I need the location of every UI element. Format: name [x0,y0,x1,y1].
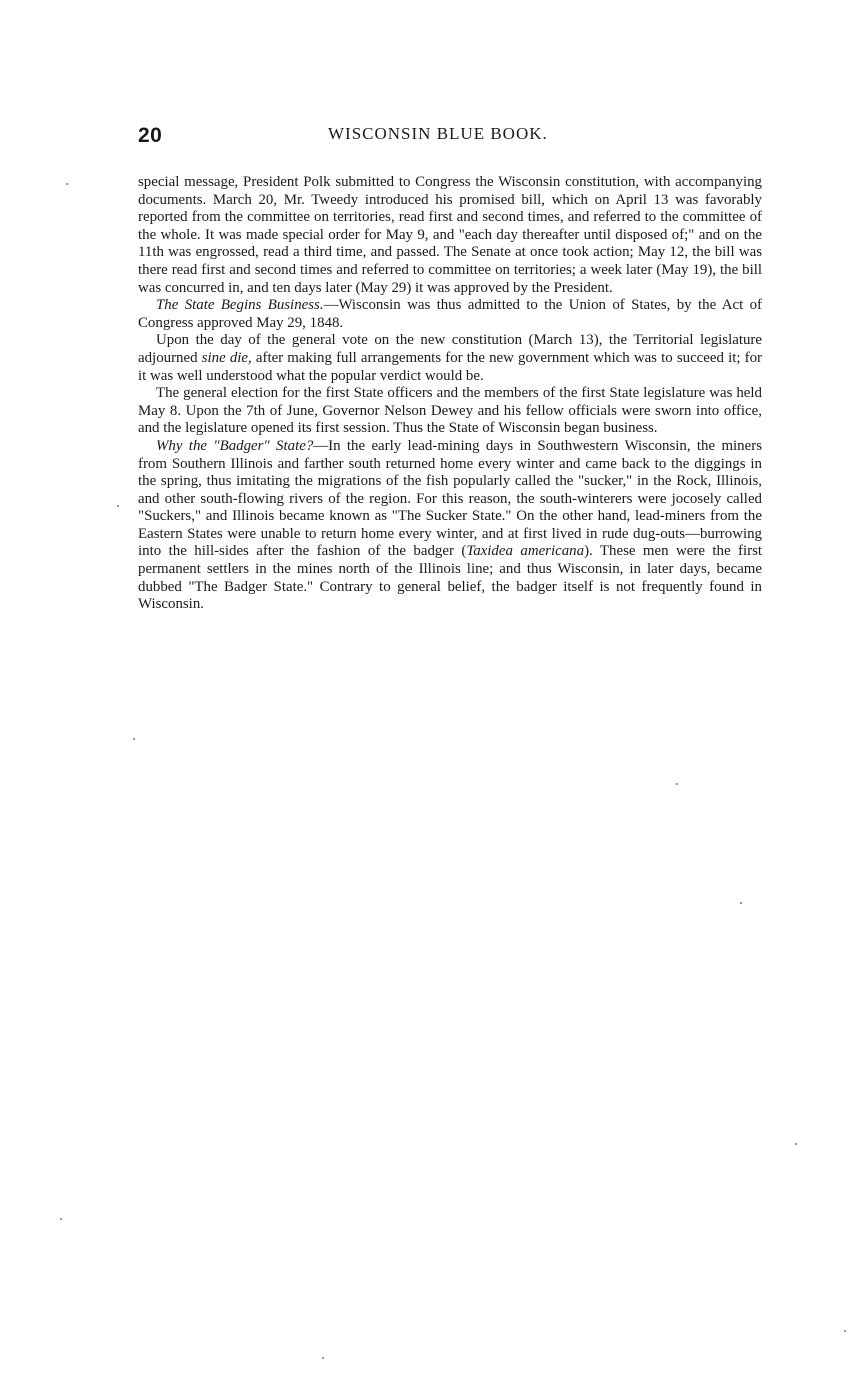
paragraph-legislature-adjourned [138,332,762,385]
scan-speck [60,1218,62,1220]
paragraph-text: —Wisconsin was thus admitted to the Union of States, by the Act of Congress approved May 29, 1848. [138,297,762,331]
paragraph-state-begins-business [138,297,762,332]
scan-speck [844,1330,846,1332]
paragraph-badger-state [138,438,762,614]
paragraph-text: Upon the day of the general vote on the new constitution (March 13), the Territorial legislature adjourned [138,332,762,366]
paragraph-text: —In the early lead-mining days in Southwestern Wisconsin, the miners from Southern Illinois and farther south returned home every winter and came back to the diggings in the spring, thus imitating the migrations of the fish popularly called the "sucker," in the Rock, Illinois, and other south-flowing rivers of the region. For this reason, the south-winterers were jocosely called "Suckers," and Illinois became known as "The Sucker State." On the other hand, lead-miners from the Eastern States were unable to return home every winter, and at first lived in rude dug-outs—burrowing into the hill-sides after the fashion of the badger ( [138,437,762,560]
scan-speck [740,902,742,904]
paragraph-heading: Why the "Badger" State? [156,437,314,454]
scan-speck [66,183,68,185]
paragraph-text: ). These men were the first permanent settlers in the mines north of the Illinois line; and thus Wisconsin, in later days, became dubbed "The Badger State." Contrary to general belief, the badger itself is not frequently found in Wisconsin. [138,543,763,613]
paragraph-general-election [138,385,762,438]
scan-speck [133,738,135,740]
scan-speck [676,783,678,785]
scan-speck [322,1357,324,1359]
paragraph-text: The general election for the first State officers and the members of the first State legislature was held May 8. Upon the 7th of June, Governor Nelson Dewey and his fellow officials were sworn into office, and the legislature opened its first session. Thus the State of Wisconsin began business. [138,385,762,437]
scan-speck [117,505,119,507]
paragraph-text: special message, President Polk submitted to Congress the Wisconsin constitution, with accompanying documents. March 20, Mr. Tweedy introduced his promised bill, which on April 13 was favorably reported from the committee on territories, read first and second times, and referred to the committee of the whole. It was made special order for May 9, and "each day thereafter until disposed of;" and on the 11th was engrossed, read a third time, and passed. The Senate at once took action; May 12, the bill was there read first and second times and referred to committee on territories; a week later (May 19), the bill was concurred in, and ten days later (May 29) it was approved by the President. [138,174,762,296]
paragraph-text: after making full arrangements for the new government which was to succeed it; for it was well understood what the popular verdict would be. [138,349,763,384]
paragraph-admission-bill [138,174,762,297]
page-number: 20 [138,124,163,147]
body-text [138,174,762,614]
scan-speck [795,1143,797,1145]
paragraph-heading: The State Begins Business. [156,297,324,314]
italic-phrase: Taxidea americana [466,543,585,560]
running-title: WISCONSIN BLUE BOOK. [328,124,548,143]
page-header [138,120,762,150]
italic-phrase: sine die, [201,349,252,366]
